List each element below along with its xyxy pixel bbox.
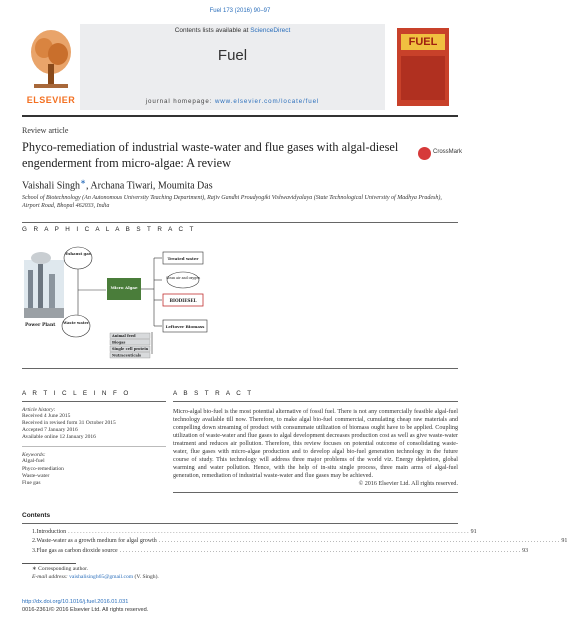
toc-page: 93 (522, 547, 529, 554)
corresponding-author-mark[interactable]: ∗ (80, 178, 86, 186)
keyword-item[interactable]: Algal-fuel (22, 458, 45, 465)
label-leftover: Leftover Biomass (165, 324, 205, 329)
clean-air-node (167, 272, 199, 288)
email-link[interactable]: vaishalisingh65@gmail.com (69, 573, 134, 580)
keyword-item[interactable]: Flue gas (22, 480, 41, 487)
label-clean: Clean air and oxygen (165, 276, 201, 280)
journal-citation[interactable]: Fuel 173 (2016) 90–97 (209, 8, 271, 14)
author-first[interactable]: Vaishali Singh (22, 180, 81, 192)
graphical-abstract-figure (22, 240, 322, 360)
doi-link[interactable]: http://dx.doi.org/10.1016/j.fuel.2016.01.031 (22, 599, 129, 605)
history-online: Available online 12 January 2016 (22, 434, 96, 441)
keyword-item[interactable]: Phyco-remediation (22, 465, 64, 472)
toc-entry[interactable] (32, 547, 529, 556)
toc-number: 2. (32, 538, 37, 545)
homepage-prefix: journal homepage: (145, 98, 215, 105)
label-single: Single cell protein (112, 347, 149, 352)
keywords-label: Keywords: (22, 452, 46, 459)
footnote-text: Corresponding author. (36, 566, 89, 572)
toc-number: 1. (32, 529, 37, 535)
keyword-item[interactable]: Waste-water (22, 472, 50, 479)
label-micro: Micro Algae (110, 285, 138, 290)
label-biogas: Biogas (112, 340, 126, 345)
corresponding-author-footnote (32, 566, 159, 581)
abstract-bottom-rule (173, 492, 458, 493)
abstract-heading: A B S T R A C T (173, 390, 254, 397)
author-affiliation: School of Biotechnology (An Autonomous University Teaching Department), Rajiv Gandhi Proudyogiki Vishwavidyalaya (State Technological University of Madhya Pradesh), Airport Road, Bhopal 462033, India (22, 195, 442, 209)
toc-leader: . . . . . . . . . . . . . . . . . . . . . . . . . . . . . . . . . . . . . . . . . . . . . . . . . . . . . . . . . . . . . . . . . . . . . . . . . . . . . . . . . . . . . . . . . . . . . . . . . . . . . . . . . . . . . . . . . . . . . . . . . . . . . . . . . . . . . . (68, 529, 469, 535)
journal-homepage (80, 98, 385, 105)
article-info-heading: A R T I C L E I N F O (22, 390, 131, 397)
label-power-plant: Power Plant (25, 323, 56, 328)
article-info-column (22, 390, 172, 487)
article-title: Phyco-remediation of industrial waste-water and flue gases with algal-diesel engenderment from micro-algae: A review (22, 140, 399, 170)
crossmark-icon (418, 147, 431, 160)
abstract-copyright: © 2016 Elsevier Ltd. All rights reserved. (358, 481, 458, 488)
cover-art (401, 56, 445, 100)
table-of-contents (32, 528, 567, 556)
contents-rule (22, 523, 458, 524)
article-type: Review article (22, 126, 69, 135)
journal-cover-image (397, 28, 449, 106)
toc-leader: . . . . . . . . . . . . . . . . . . . . . . . . . . . . . . . . . . . . . . . . . . . . . . . . . . . . . . . . . . . . . . . . . . . . . . . . . . . . . . . . . . . . . . . . . . . . . . . . . . . . . . . . . . . . . . . . . . . . . . . . . . . . . . . . . . . . . . (119, 547, 521, 554)
history-label: Article history: (22, 406, 56, 413)
toc-page: 91 (470, 529, 477, 535)
crossmark-badge[interactable] (418, 146, 463, 162)
toc-number: 3. (32, 547, 37, 554)
author-rest: , Archana Tiwari, Moumita Das (85, 180, 213, 192)
elsevier-tree-logo (26, 26, 76, 94)
homepage-link[interactable]: www.elsevier.com/locate/fuel (214, 98, 320, 105)
issn-line: 0016-2361/© 2016 Elsevier Ltd. All rights reserved. (22, 607, 149, 613)
toc-title[interactable]: Waste-water as a growth medium for algal growth (36, 538, 157, 545)
label-biodiesel: BIODIESEL (169, 298, 197, 303)
waste-water-node (62, 315, 90, 337)
contents-prefix: Contents lists available at (174, 27, 251, 34)
contents-heading: Contents (22, 512, 51, 519)
label-nutra: Nutraceuticals (112, 353, 142, 358)
ga-top-rule (22, 222, 458, 223)
header-rule (22, 115, 458, 117)
history-accepted: Accepted 7 January 2016 (22, 427, 78, 434)
cover-title: FUEL (401, 34, 445, 50)
label-treated: Treated water (167, 256, 199, 261)
footnote-rule (22, 563, 76, 564)
publisher-logo-text: ELSEVIER (26, 95, 76, 105)
label-exhaust: Exhaust gas (65, 251, 91, 256)
email-label: E-mail address: (32, 573, 70, 580)
ga-bottom-rule (22, 368, 458, 369)
abstract-text: Micro-algal bio-fuel is the most potential alternative of fossil fuel. There is not any commercially feasible algal-fuel technology available till now. Therefore, to make algal bio-fuel commercial, cumulating cheap raw materials and compelling down streaming of product with consummate utilization of biomass ought have to be applied. Coupling utilization of waste-water and flue gases to algal development decreases production cost as well as give waste-water treatment and reduces air pollution. Therefore, this review focuses on potential outcome of consolidating waste-water, flue gases with micro-algae production and to develop algal bio-fuel generation technology in the future course of study. This technology will address three major problems of the world viz. Energy depletion, global warming and water pollution. Hence, with the help of in-situ single process, three main arms of algal-fuel generation, remediation of industrial waste-water and flue gases may be achieved. (173, 408, 458, 480)
history-rule (22, 446, 166, 447)
journal-name: Fuel (217, 47, 248, 64)
footnote-mark: ∗ (32, 566, 37, 572)
sciencedirect-link[interactable]: ScienceDirect (250, 27, 291, 34)
article-info-rule (22, 401, 166, 402)
label-animal: Animal feed (112, 334, 136, 339)
abstract-column (173, 390, 458, 493)
contents-available-line (80, 27, 385, 34)
author-list (22, 178, 213, 191)
toc-entry[interactable] (32, 537, 567, 546)
crossmark-label: CrossMark (433, 149, 463, 155)
history-revised: Received in revised form 31 October 2015 (22, 420, 116, 426)
toc-leader: . . . . . . . . . . . . . . . . . . . . . . . . . . . . . . . . . . . . . . . . . . . . . . . . . . . . . . . . . . . . . . . . . . . . . . . . . . . . . . . . . . . . . . . . . . . . . . . . . . . . . . . . . . . . . . . . . . . . . . . . . . . . . . . . . . . . . . (158, 538, 560, 545)
toc-page: 91 (561, 538, 567, 545)
toc-title[interactable]: Introduction (36, 529, 67, 535)
toc-title[interactable]: Flue gas as carbon dioxide source (36, 547, 118, 554)
email-suffix: (V. Singh). (133, 573, 159, 580)
label-waste: Waste water (63, 320, 89, 325)
abstract-rule (173, 401, 458, 402)
graphical-abstract-heading: G R A P H I C A L A B S T R A C T (22, 226, 196, 233)
history-received: Received 4 June 2015 (22, 412, 71, 419)
toc-entry[interactable] (32, 528, 477, 537)
